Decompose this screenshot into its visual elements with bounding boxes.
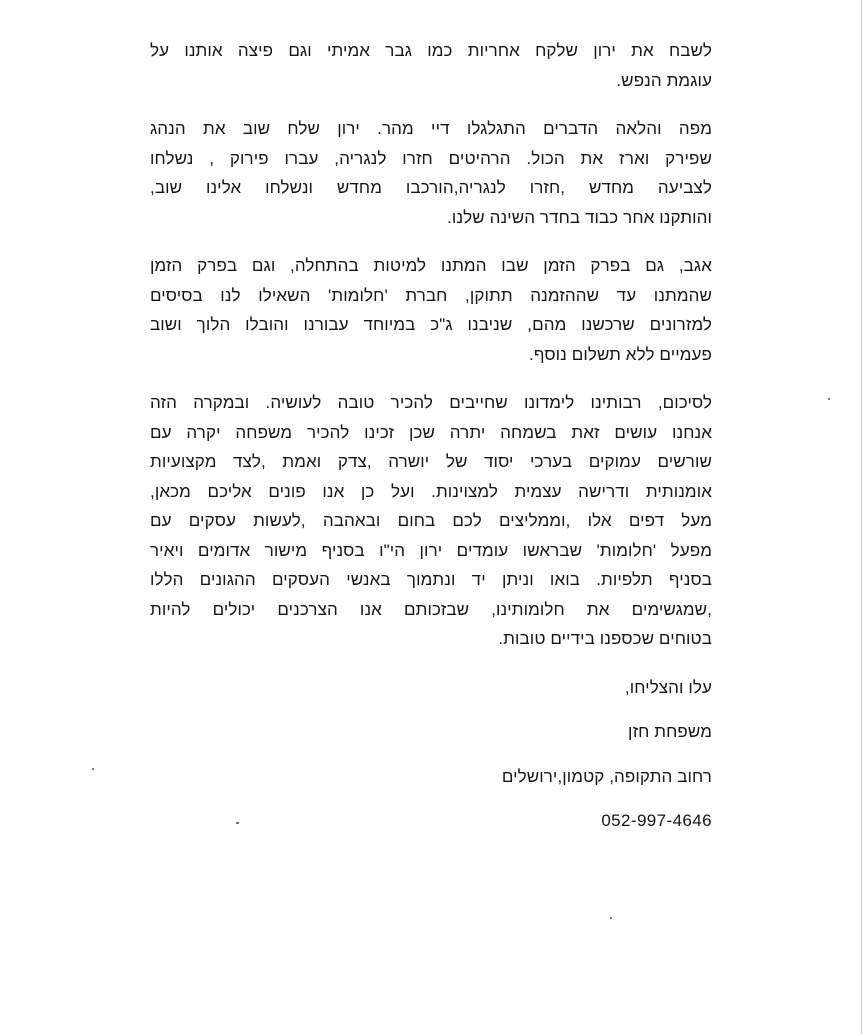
letter-body xyxy=(150,36,712,851)
scan-speck xyxy=(828,398,830,400)
closing-phone xyxy=(150,806,712,836)
text-line: עוגמת הנפש. xyxy=(616,70,712,90)
text-line: אגב, גם בפרק הזמן שבו המתנו למיטות בהתחלה, וגם בפרק הזמן xyxy=(150,256,712,275)
address-text: רחוב התקופה, קטמון,ירושלים xyxy=(501,766,712,786)
signature-text: משפחת חזן xyxy=(628,722,712,741)
text-line: לצביעה מחדש ,חזרו לנגריה,הורכבו מחדש ונשלחו אלינו שוב, xyxy=(150,178,712,197)
text-line: פעמיים ללא תשלום נוסף. xyxy=(529,344,712,364)
closing-signature xyxy=(150,717,712,747)
paragraph-repair-process xyxy=(150,114,712,232)
text-line: לשבח את ירון שלקח אחריות כמו גבר אמיתי וגם פיצה אותנו על xyxy=(150,41,712,60)
scan-edge-line xyxy=(861,0,862,1034)
paragraph-summary xyxy=(150,388,712,654)
text-line: בסניף תלפיות. בואו וניתן יד ונתמוך באנשי העסקים ההגונים הללו xyxy=(150,570,712,589)
text-line: למזרונים שרכשנו מהם, שניבנו ג"כ במיוחד עבורנו והובלו הלוך ושוב xyxy=(150,315,712,334)
text-line: מפה והלאה הדברים התגלגלו דיי מהר. ירון שלח שוב את הנהג xyxy=(150,119,712,138)
farewell-text: עלו והצליחו, xyxy=(624,677,712,697)
closing-address xyxy=(150,762,712,792)
text-line: שורשים עמוקים בערכי יסוד של יושרה ,צדק ואמת ,לצד מקצועיות xyxy=(150,452,712,471)
scan-speck xyxy=(92,768,94,770)
text-line: מעל דפים אלו ,וממליצים לכם בחום ובאהבה ,לעשות עסקים עם xyxy=(150,511,712,530)
text-line: לסיכום, רבותינו לימדונו שחייבים להכיר טובה לעושיה. ובמקרה הזה xyxy=(150,393,712,412)
phone-number: 052-997-4646 xyxy=(601,811,712,830)
text-line: ,שמגשימים את חלומותינו, שבזכותם אנו הצרכנים יכולים להיות xyxy=(150,599,712,619)
text-line: והותקנו אחר כבוד בחדר השינה שלנו. xyxy=(447,207,712,227)
text-line: אומנותית ודרישה עצמית למצוינות. ועל כן אנו פונים אליכם מכאן, xyxy=(150,481,712,501)
paragraph-praise xyxy=(150,36,712,95)
text-line: שהמתנו עד שההזמנה תתוקן, חברת 'חלומות' השאילו לנו בסיסים xyxy=(150,285,712,305)
paragraph-loaned-bases xyxy=(150,251,712,369)
text-line: מפעל 'חלומות' שבראשו עומדים ירון הי"ו בסניף מישור אדומים ויאיר xyxy=(150,540,712,560)
closing-farewell xyxy=(150,673,712,703)
text-line: בטוחים שכספנו בידיים טובות. xyxy=(498,629,712,648)
scan-speck xyxy=(610,917,612,919)
text-line: שפירק וארז את הכול. הרהיטים חזרו לנגריה, עברו פירוק , נשלחו xyxy=(150,148,712,168)
text-line: אנחנו עושים זאת בשמחה יתרה שכן זכינו להכיר משפחה יקרה עם xyxy=(150,422,712,442)
